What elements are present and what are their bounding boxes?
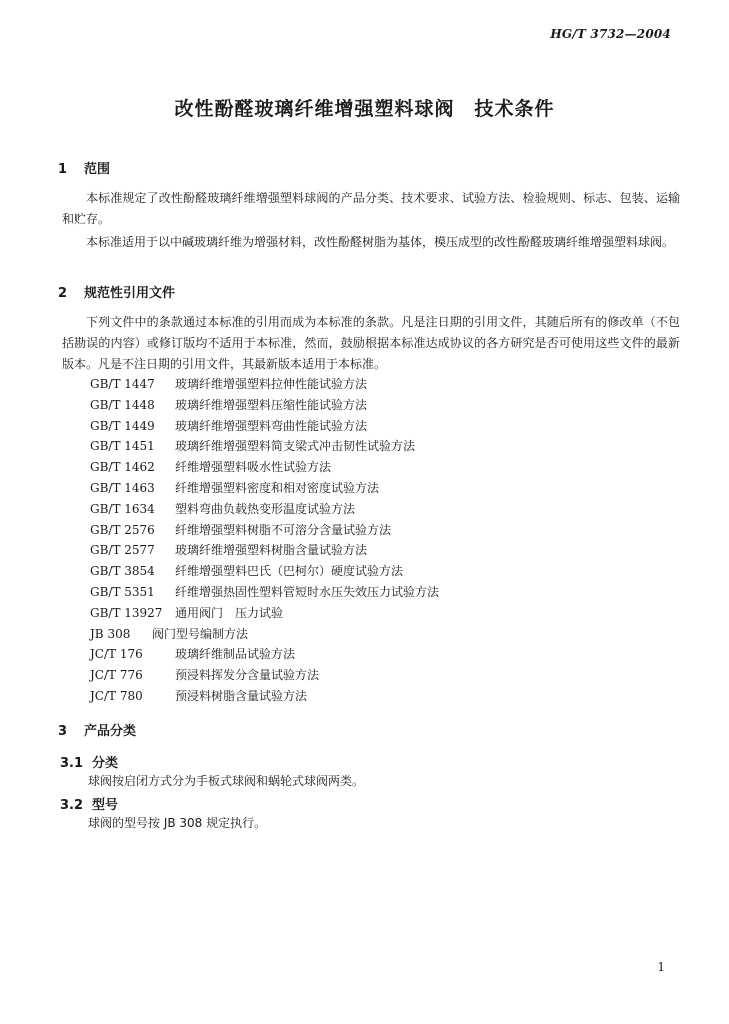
reference-code: GB/T 1451 — [90, 439, 155, 454]
reference-code: GB/T 13927 — [90, 605, 163, 620]
reference-name: 纤维增强热固性塑料管短时水压失效压力试验方法 — [175, 584, 440, 599]
subsection-3-1-heading — [60, 752, 118, 771]
section-number: 1 — [58, 162, 68, 177]
subsection-title: 型号 — [92, 798, 119, 813]
reference-name: 纤维增强塑料吸水性试验方法 — [175, 460, 332, 475]
standard-code: HG/T 3732—2004 — [550, 27, 671, 41]
reference-name: 玻璃纤维增强塑料简支梁式冲击韧性试验方法 — [175, 439, 416, 454]
reference-item — [90, 458, 439, 479]
reference-name: 玻璃纤维制品试验方法 — [175, 647, 296, 662]
reference-code: JC/T 776 — [90, 668, 143, 683]
reference-name: 玻璃纤维增强塑料拉伸性能试验方法 — [175, 377, 368, 391]
reference-code: GB/T 3854 — [90, 564, 155, 579]
subsection-number: 3.1 — [60, 756, 84, 771]
page-number: 1 — [657, 960, 665, 974]
reference-item — [90, 562, 439, 583]
reference-name: 玻璃纤维增强塑料压缩性能试验方法 — [175, 397, 368, 412]
reference-code: GB/T 1447 — [90, 377, 155, 391]
reference-item — [90, 375, 439, 396]
reference-name: 预浸料树脂含量试验方法 — [175, 688, 308, 703]
reference-item — [90, 625, 439, 646]
reference-item — [90, 437, 439, 458]
normative-references-intro: 下列文件中的条款通过本标准的引用而成为本标准的条款。凡是注日期的引用文件，其随后所有的修改单（不包括勘误的内容）或修订版均不适用于本标准，然而，鼓励根据本标准达成协议的各方研究是否可使用这些文件的最新版本。凡是不注日期的引用文件，其最新版本适用于本标准。 — [62, 315, 680, 371]
reference-name: 玻璃纤维增强塑料弯曲性能试验方法 — [175, 418, 368, 433]
document-title: 改性酚醛玻璃纤维增强塑料球阀 技术条件 — [174, 98, 555, 120]
reference-name: 塑料弯曲负载热变形温度试验方法 — [175, 501, 356, 516]
reference-item — [90, 479, 439, 500]
reference-name: 预浸料挥发分含量试验方法 — [175, 668, 320, 683]
reference-code: JB 308 — [90, 626, 131, 641]
section-title: 规范性引用文件 — [84, 286, 176, 301]
reference-code: GB/T 1462 — [90, 460, 155, 475]
reference-name: 纤维增强塑料巴氏（巴柯尔）硬度试验方法 — [175, 564, 404, 579]
reference-list — [90, 375, 439, 708]
section-2-heading — [58, 282, 175, 301]
reference-code: GB/T 1448 — [90, 397, 155, 412]
reference-item — [90, 687, 439, 708]
reference-code: JC/T 780 — [90, 688, 143, 703]
reference-name: 阀门型号编制方法 — [152, 626, 249, 641]
reference-item — [90, 417, 439, 438]
reference-item — [90, 396, 439, 417]
reference-item — [90, 604, 439, 625]
reference-code: GB/T 1634 — [90, 501, 155, 516]
reference-item — [90, 541, 439, 562]
reference-item — [90, 645, 439, 666]
section-title: 范围 — [84, 162, 111, 177]
section-title: 产品分类 — [84, 724, 137, 739]
scope-paragraph-2: 本标准适用于以中碱玻璃纤维为增强材料，改性酚醛树脂为基体，模压成型的改性酚醛玻璃纤维增强塑料球阀。 — [86, 235, 675, 249]
reference-code: GB/T 2576 — [90, 522, 155, 537]
section-number: 2 — [58, 286, 68, 301]
reference-item — [90, 500, 439, 521]
model-text: 球阀的型号按 JB 308 规定执行。 — [88, 816, 267, 830]
classification-text: 球阀按启闭方式分为手板式球阀和蜗轮式球阀两类。 — [88, 774, 365, 788]
reference-code: GB/T 2577 — [90, 543, 155, 558]
subsection-3-2-heading — [60, 794, 118, 813]
reference-item — [90, 666, 439, 687]
reference-item — [90, 521, 439, 542]
section-1-heading — [58, 158, 110, 177]
scope-paragraph-1: 本标准规定了改性酚醛玻璃纤维增强塑料球阀的产品分类、技术要求、试验方法、检验规则、标志、包装、运输和贮存。 — [62, 191, 680, 226]
reference-code: GB/T 5351 — [90, 584, 155, 599]
reference-name: 纤维增强塑料密度和相对密度试验方法 — [175, 480, 380, 495]
reference-code: GB/T 1463 — [90, 480, 155, 495]
reference-name: 玻璃纤维增强塑料树脂含量试验方法 — [175, 543, 368, 558]
subsection-number: 3.2 — [60, 798, 84, 813]
reference-code: JC/T 176 — [90, 647, 143, 662]
reference-name: 纤维增强塑料树脂不可溶分含量试验方法 — [175, 522, 392, 537]
reference-name: 通用阀门 压力试验 — [175, 605, 284, 620]
section-3-heading — [58, 720, 136, 739]
reference-item — [90, 583, 439, 604]
reference-code: GB/T 1449 — [90, 418, 155, 433]
subsection-title: 分类 — [92, 756, 119, 771]
section-number: 3 — [58, 724, 68, 739]
